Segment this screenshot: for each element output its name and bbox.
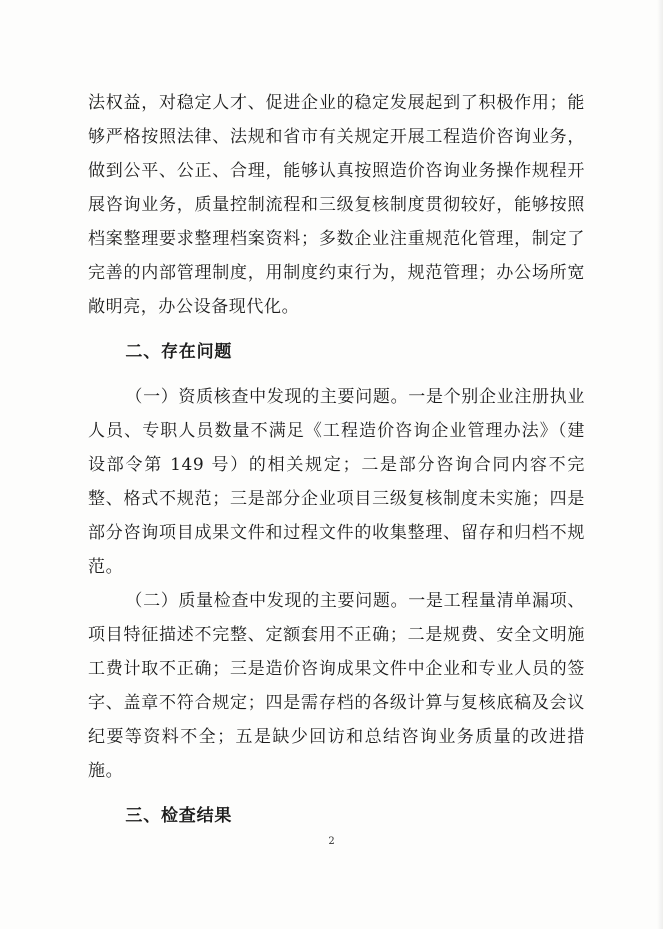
page-number: 2 (328, 836, 335, 847)
section-heading-problems: 二、存在问题 (125, 342, 233, 362)
section-heading-results: 三、检查结果 (125, 806, 233, 826)
paragraph-qualification-issues: （一）资质核查中发现的主要问题。一是个别企业注册执业人员、专职人员数量不满足《工程造价咨询企业管理办法》（建设部令第 149 号）的相关规定；二是部分咨询合同内容不完整、格式不规范；三是部分企业项目三级复核制度未实施；四是部分咨询项目成果文件和过程文件的收集整理、留存和归档不规范。 (88, 387, 585, 577)
document-body (88, 86, 585, 844)
paragraph-quality-issues: （二）质量检查中发现的主要问题。一是工程量清单漏项、项目特征描述不完整、定额套用不正确；二是规费、安全文明施工费计取不正确；三是造价咨询成果文件中企业和专业人员的签字、盖章不符合规定；四是需存档的各级计算与复核底稿及会议纪要等资料不全；五是缺少回访和总结咨询业务质量的改进措施。 (88, 591, 585, 781)
paragraph-continuation: 法权益，对稳定人才、促进企业的稳定发展起到了积极作用；能够严格按照法律、法规和省市有关规定开展工程造价咨询业务，做到公平、公正、合理，能够认真按照造价咨询业务操作规程开展咨询业务，质量控制流程和三级复核制度贯彻较好，能够按照档案整理要求整理档案资料；多数企业注重规范化管理，制定了完善的内部管理制度，用制度约束行为，规范管理；办公场所宽敞明亮，办公设备现代化。 (88, 93, 585, 317)
